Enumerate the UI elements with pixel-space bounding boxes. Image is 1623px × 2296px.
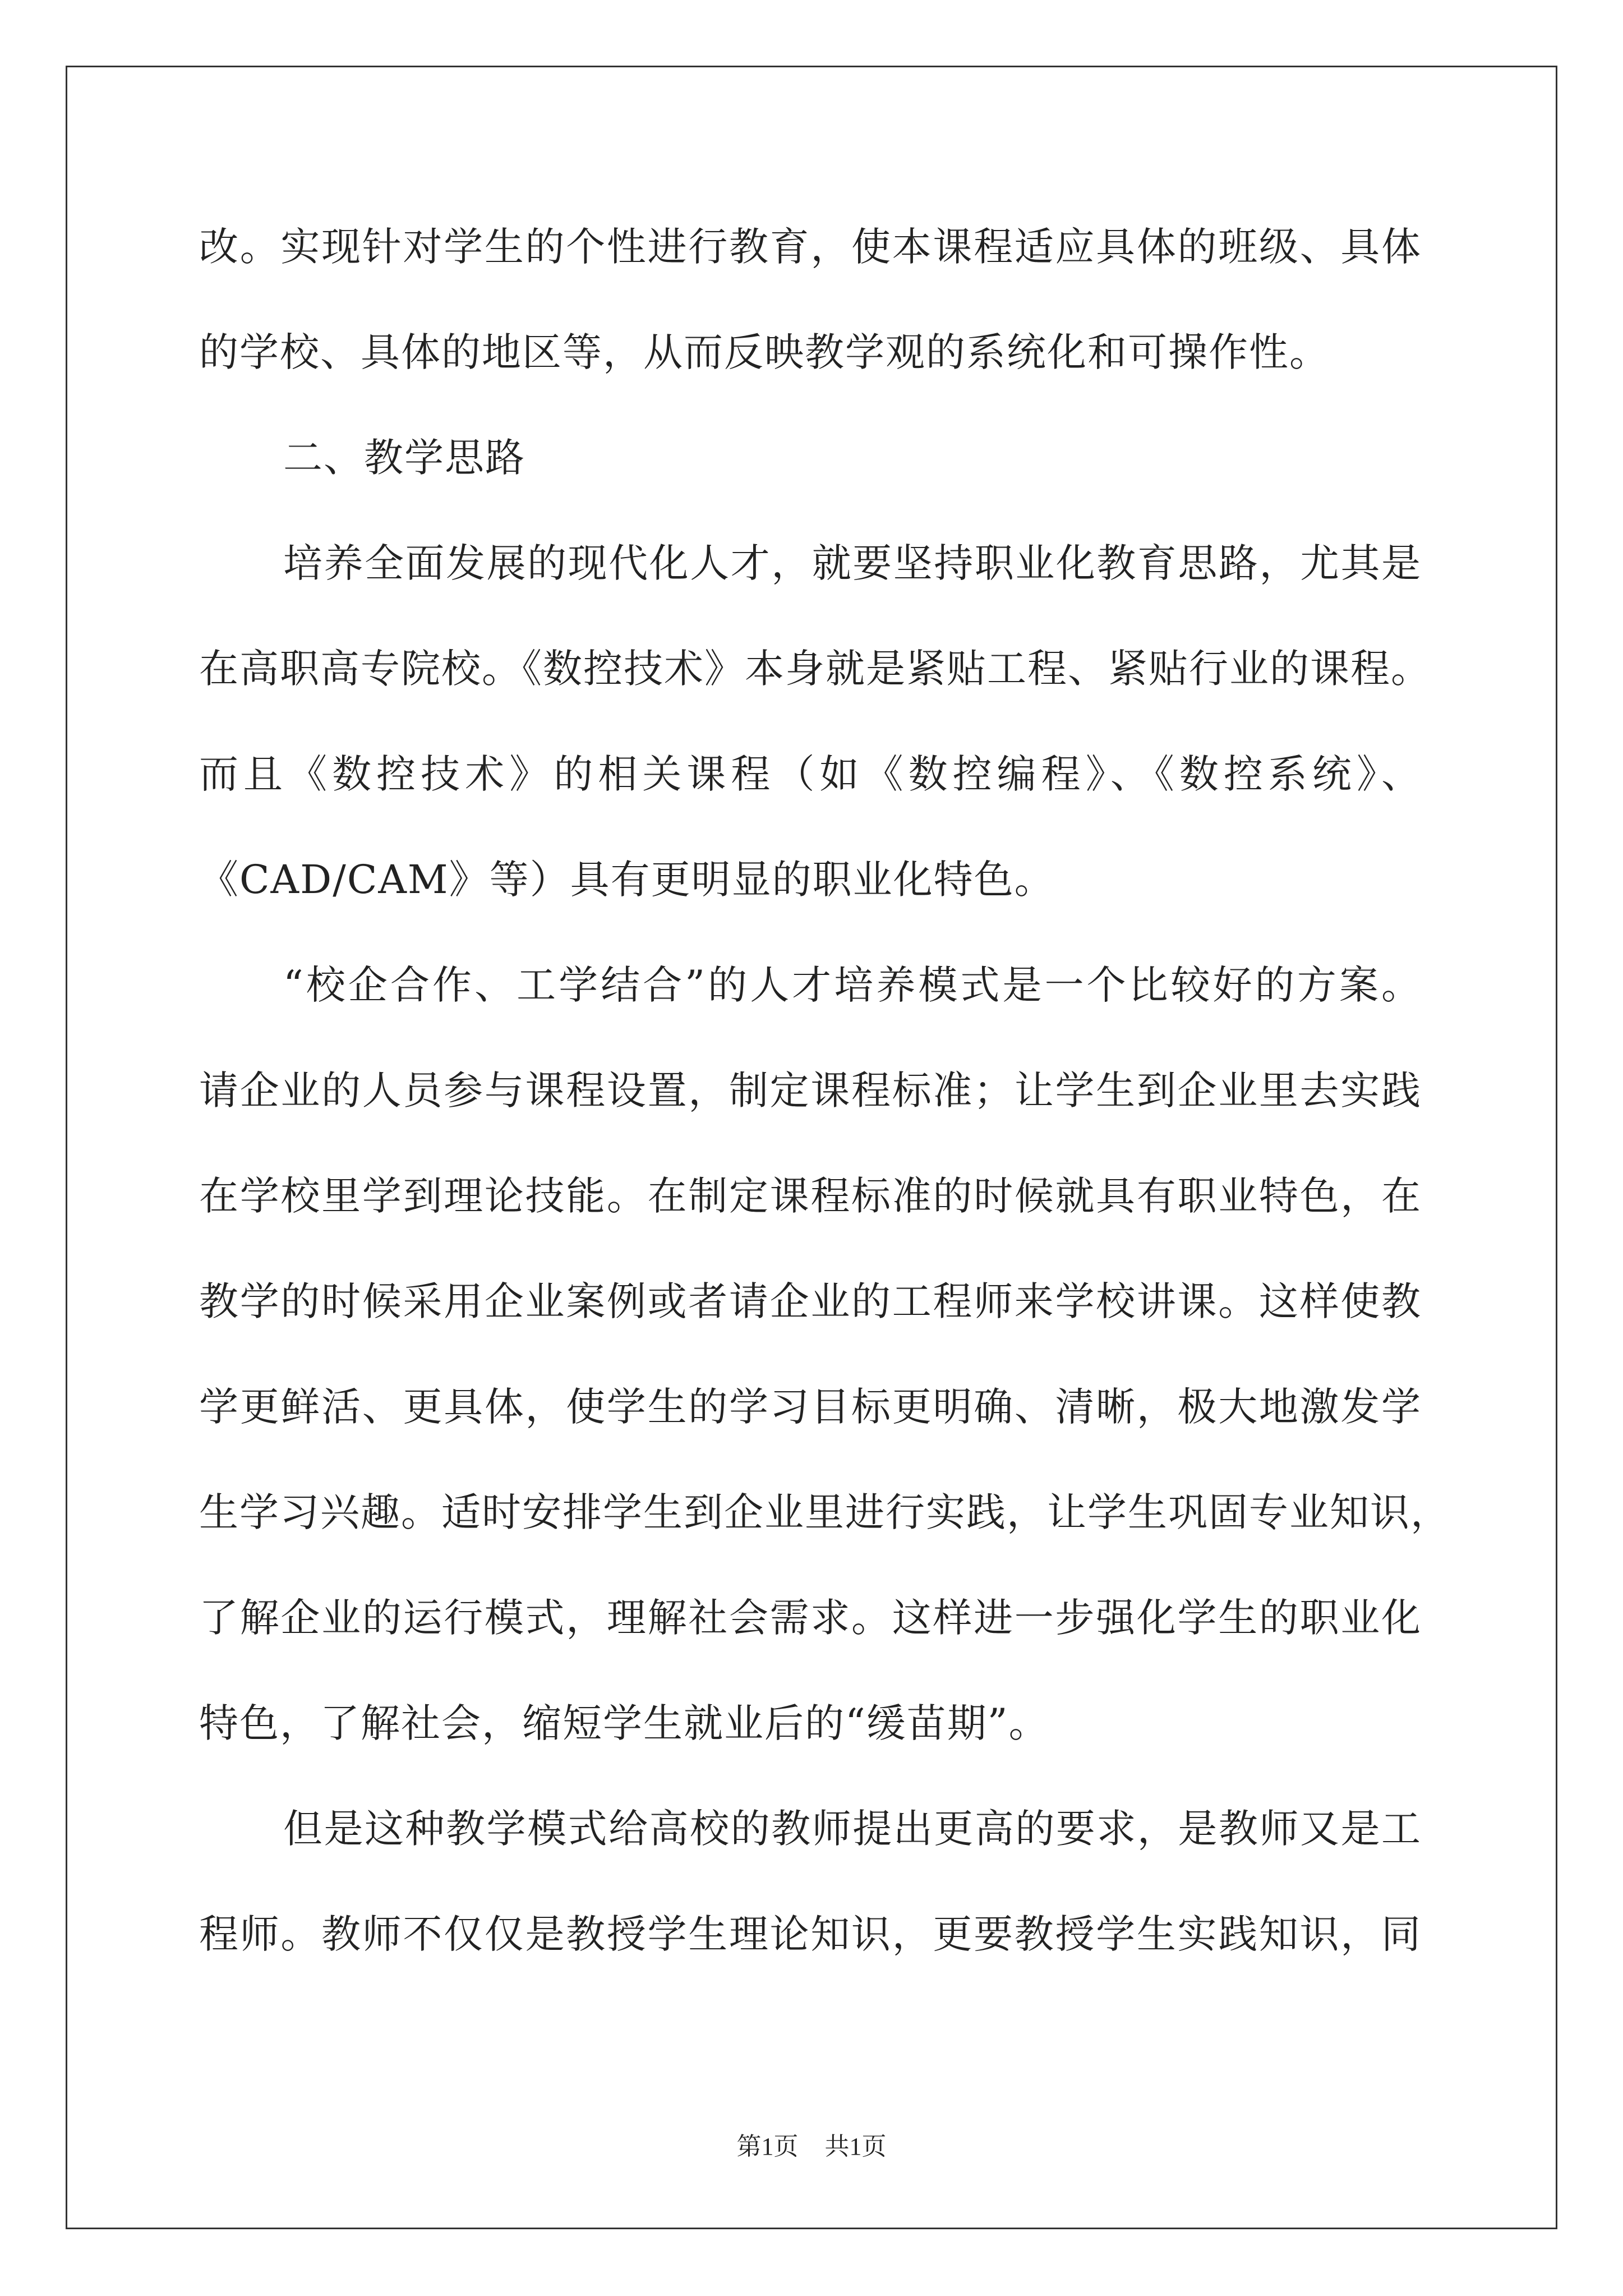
paragraph-line: 教学的时候采用企业案例或者请企业的工程师来学校讲课。这样使教 — [199, 1278, 1422, 1324]
paragraph-line: 在学校里学到理论技能。在制定课程标准的时候就具有职业特色，在 — [199, 1173, 1422, 1219]
paragraph-line: 而且《数控技术》的相关课程（如《数控编程》、《数控系统》、 — [199, 751, 1422, 797]
page-number: 第1页 — [736, 2133, 799, 2160]
paragraph-line: 改。实现针对学生的个性进行教育，使本课程适应具体的班级、具体 — [199, 224, 1422, 270]
paragraph-line: 《CAD/CAM》等）具有更明显的职业化特色。 — [199, 857, 1055, 903]
page-footer — [0, 2126, 1623, 2162]
paragraph-line: 请企业的人员参与课程设置，制定课程标准；让学生到企业里去实践 — [199, 1068, 1422, 1114]
paragraph-line: 程师。教师不仅仅是教授学生理论知识，更要教授学生实践知识，同 — [199, 1911, 1422, 1957]
document-body — [199, 216, 1451, 2009]
paragraph-line: 学更鲜活、更具体，使学生的学习目标更明确、清晰，极大地激发学 — [199, 1384, 1422, 1430]
paragraph-line: 生学习兴趣。适时安排学生到企业里进行实践，让学生巩固专业知识， — [199, 1489, 1451, 1535]
paragraph-line: 培养全面发展的现代化人才，就要坚持职业化教育思路，尤其是 — [283, 540, 1422, 586]
paragraph-line: 特色，了解社会，缩短学生就业后的“缓苗期”。 — [199, 1700, 1049, 1746]
paragraph-line: 的学校、具体的地区等，从而反映教学观的系统化和可操作性。 — [199, 329, 1330, 375]
section-heading: 二、教学思路 — [283, 435, 525, 481]
paragraph-line: 在高职高专院校。《数控技术》本身就是紧贴工程、紧贴行业的课程。 — [199, 646, 1431, 692]
paragraph-line: 了解企业的运行模式，理解社会需求。这样进一步强化学生的职业化 — [199, 1595, 1422, 1641]
paragraph-line: 但是这种教学模式给高校的教师提出更高的要求，是教师又是工 — [283, 1806, 1422, 1852]
paragraph-line: “校企合作、工学结合”的人才培养模式是一个比较好的方案。 — [283, 962, 1422, 1008]
page-total: 共1页 — [824, 2133, 887, 2160]
